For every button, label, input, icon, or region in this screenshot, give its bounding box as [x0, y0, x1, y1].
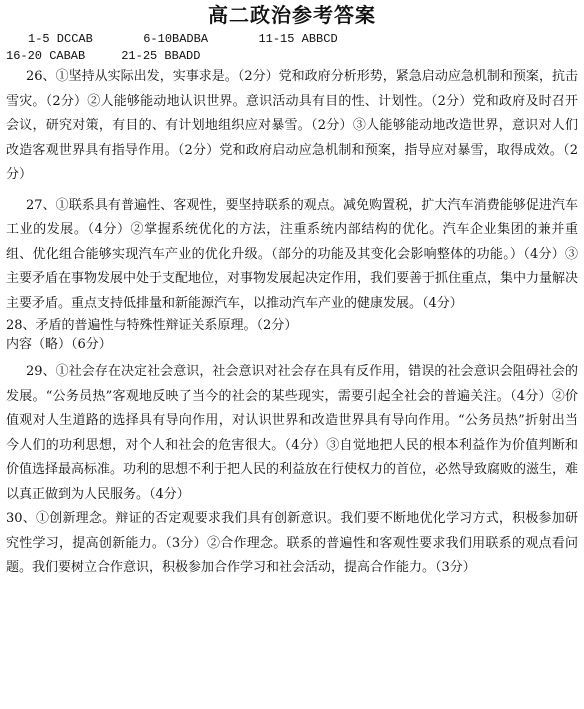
answer-26: 26、①坚持从实际出发，实事求是。（2分）党和政府分析形势，紧急启动应急机制和预案，抗击雪灾。（2分）②人能够能动地认识世界。意识活动具有目的性、计划性。（2分）党和政府及时召开会议，研究对策，有目的、有计划地组织应对暴雪。（2分）③人能够能动地改造世界，意识对人们改造客观世界具有指导作用。（2分）党和政府启动应急机制和预案，指导应对暴雪，取得成效。（2分）	[6, 69, 578, 182]
page-title: 高二政治参考答案	[208, 3, 376, 27]
answer-27: 27、①联系具有普遍性、客观性，要坚持联系的观点。减免购置税，扩大汽车消费能够促进汽车工业的发展。（4分）②掌握系统优化的方法，注重系统内部结构的优化。汽车企业集团的兼并重组、优化组合能够实现汽车产业的优化升级。（部分的功能及其变化会影响整体的功能。）（4分）③主要矛盾在事物发展中处于支配地位，对事物发展起决定作用，我们要善于抓住重点，集中力量解决主要矛盾。重点支持低排量和新能源汽车，以推动汽车产业的健康发展。（4分）	[6, 197, 579, 311]
answer-30: 30、①创新理念。辩证的否定观要求我们具有创新意识。我们要不断地优化学习方式，积极参加研究性学习，提高创新能力。（3分）②合作理念。联系的普遍性和客观性要求我们用联系的观点看问题。我们要树立合作意识，积极参加合作学习和社会活动，提高合作能力。（3分）	[6, 511, 578, 575]
choice-answers-row-1: 1-5 DCCAB 6-10BADBA 11-15 ABBCD	[28, 32, 338, 46]
answer-28-line-1: 28、矛盾的普遍性与特殊性辩证关系原理。（2分）	[6, 318, 298, 333]
choice-answers-row-2: 16-20 CABAB 21-25 BBADD	[6, 49, 201, 63]
answer-28-line-2: 内容（略）（6分）	[6, 337, 112, 352]
answer-29: 29、①社会存在决定社会意识，社会意识对社会存在具有反作用，错误的社会意识会阻碍社会的发展。“公务员热”客观地反映了当今的社会的某些现实，需要引起全社会的普遍关注。（4分）②价值观对人生道路的选择具有导向作用，对认识世界和改造世界具有导向作用。“公务员热”折射出当今人们的功利思想，对个人和社会的危害很大。（4分）③自觉地把人民的根本利益作为价值判断和价值选择最高标准。功利的思想不利于把人民的利益放在行使权力的首位，必然导致腐败的滋生，难以真正做到为人民服务。（4分）	[6, 364, 579, 502]
